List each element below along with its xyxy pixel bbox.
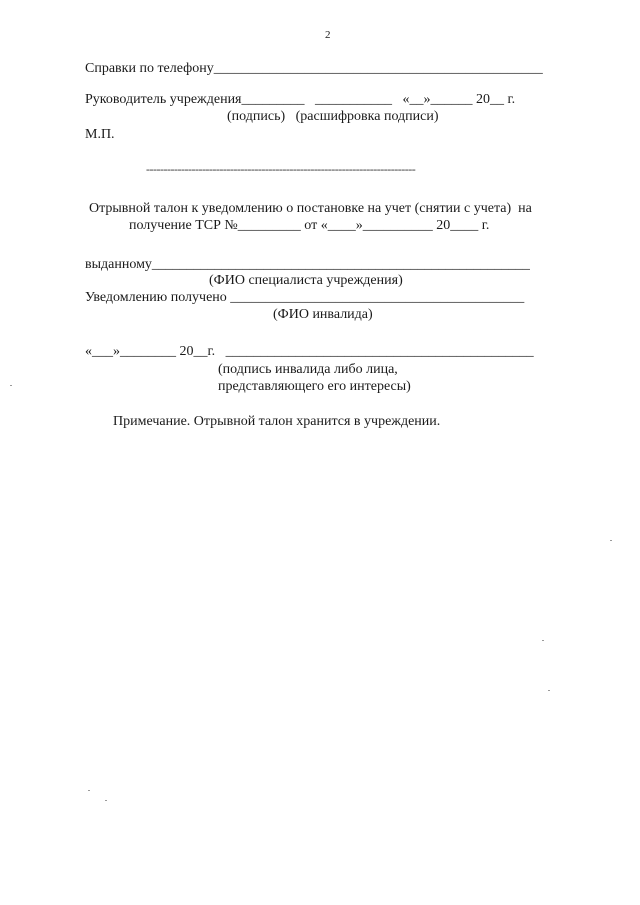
notification-received-line: Уведомлению получено __________________________________________: [85, 290, 525, 305]
signature-caption-line-1: (подпись инвалида либо лица,: [218, 362, 398, 377]
phone-line: Справки по телефону_______________________________________________: [85, 61, 543, 76]
scan-speck: [10, 385, 12, 386]
head-signature-captions: (подпись) (расшифровка подписи): [227, 109, 439, 124]
notification-received-caption: (ФИО инвалида): [273, 307, 373, 322]
coupon-title-line-1: Отрывной талон к уведомлению о постановке на учет (снятии с учета) на: [89, 201, 532, 216]
cut-line: -----------------------------------------------------------------------------: [146, 162, 416, 176]
issued-to-caption: (ФИО специалиста учреждения): [209, 273, 403, 288]
scan-speck: [610, 540, 612, 541]
coupon-title-line-2: получение ТСР №_________ от «____»__________ 20____ г.: [129, 218, 490, 233]
signature-caption-line-2: представляющего его интересы): [218, 379, 411, 394]
note-text: Примечание. Отрывной талон хранится в учреждении.: [113, 414, 441, 429]
seal-mark: М.П.: [85, 127, 115, 142]
scan-speck: [105, 800, 107, 801]
scan-speck: [548, 690, 550, 691]
page-number: 2: [325, 29, 331, 41]
head-signature-line: Руководитель учреждения_________ ___________ «__»______ 20__ г.: [85, 92, 516, 107]
issued-to-line: выданному______________________________________________________: [85, 257, 530, 272]
scan-speck: [542, 640, 544, 641]
scan-speck: [88, 790, 90, 791]
date-signature-line: «___»________ 20__г. ____________________________________________: [85, 344, 534, 359]
